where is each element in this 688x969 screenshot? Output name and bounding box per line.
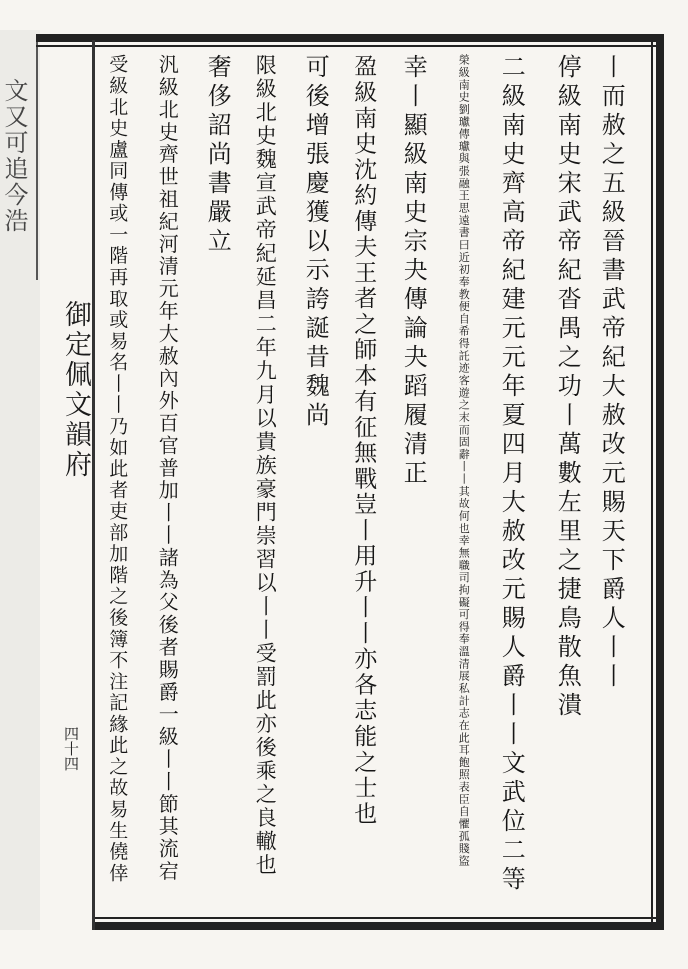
margin-rule <box>36 40 38 280</box>
column-text: 奢侈詔尚書嚴立 <box>203 54 232 257</box>
text-column-11 <box>104 54 129 884</box>
book-title: 御定佩文韻府 <box>60 300 91 480</box>
text-column-5 <box>399 54 428 489</box>
text-column-3 <box>497 54 526 895</box>
frame-right <box>656 34 664 930</box>
text-column-9 <box>203 54 232 257</box>
margin-text: 文又可追今浩 <box>0 78 28 234</box>
frame-left <box>92 40 95 930</box>
frame-bottom-inner <box>92 917 656 919</box>
column-text: 受級北史盧同傳或一階再取或易名丨丨乃如此者吏部加階之後簿不注記緣此之故易生僥倖 <box>106 54 129 884</box>
text-column-8 <box>252 54 277 877</box>
column-text: 可後增張慶獲以示誇誕昔魏尚 <box>301 54 330 431</box>
frame-top-inner <box>36 45 664 47</box>
column-text: 盈級南史沈約傳夫王者之師本有征無戰豈丨用升丨丨亦各志能之士也 <box>350 54 377 827</box>
column-text: 限級北史魏宣武帝紀延昌二年九月以貴族豪門崇習以丨丨受罰此亦後乘之良轍也 <box>253 54 278 878</box>
column-text: 丨而赦之五級晉書武帝紀大赦改元賜天下爵人丨丨 <box>597 54 626 692</box>
text-column-4 <box>450 54 475 867</box>
column-text: 榮級南史劉瓛傳瓛與張融王思遠書曰近初奉教便自希得託迹客遊之末而固辭丨丨其故何也幸無職司拘礙可得奉溫清展私計志在此耳飽照表臣自懼孤賤盜 <box>457 54 471 868</box>
column-text: 二級南史齊高帝紀建元元年夏四月大赦改元賜人爵丨丨文武位二等 <box>497 54 526 895</box>
frame-top <box>36 34 664 42</box>
column-text: 停級南史宋武帝紀沓禺之功丨萬數左里之捷鳥散魚潰 <box>553 54 582 721</box>
column-text: 幸丨顯級南史宗夬傳論夬蹈履清正 <box>399 54 428 489</box>
column-text: 汎級北史齊世祖紀河清元年大赦內外百官普加丨丨諸為父後者賜爵一級丨丨節其流宕 <box>155 54 180 883</box>
frame-right-inner <box>651 34 653 930</box>
text-column-2 <box>553 54 582 721</box>
page-margin <box>0 30 40 930</box>
text-column-10 <box>154 54 179 883</box>
page-number: 四十四 <box>62 726 80 771</box>
text-column-7 <box>301 54 330 431</box>
text-column-1 <box>597 54 626 692</box>
text-column-6 <box>350 54 375 827</box>
frame-bottom <box>92 922 664 930</box>
